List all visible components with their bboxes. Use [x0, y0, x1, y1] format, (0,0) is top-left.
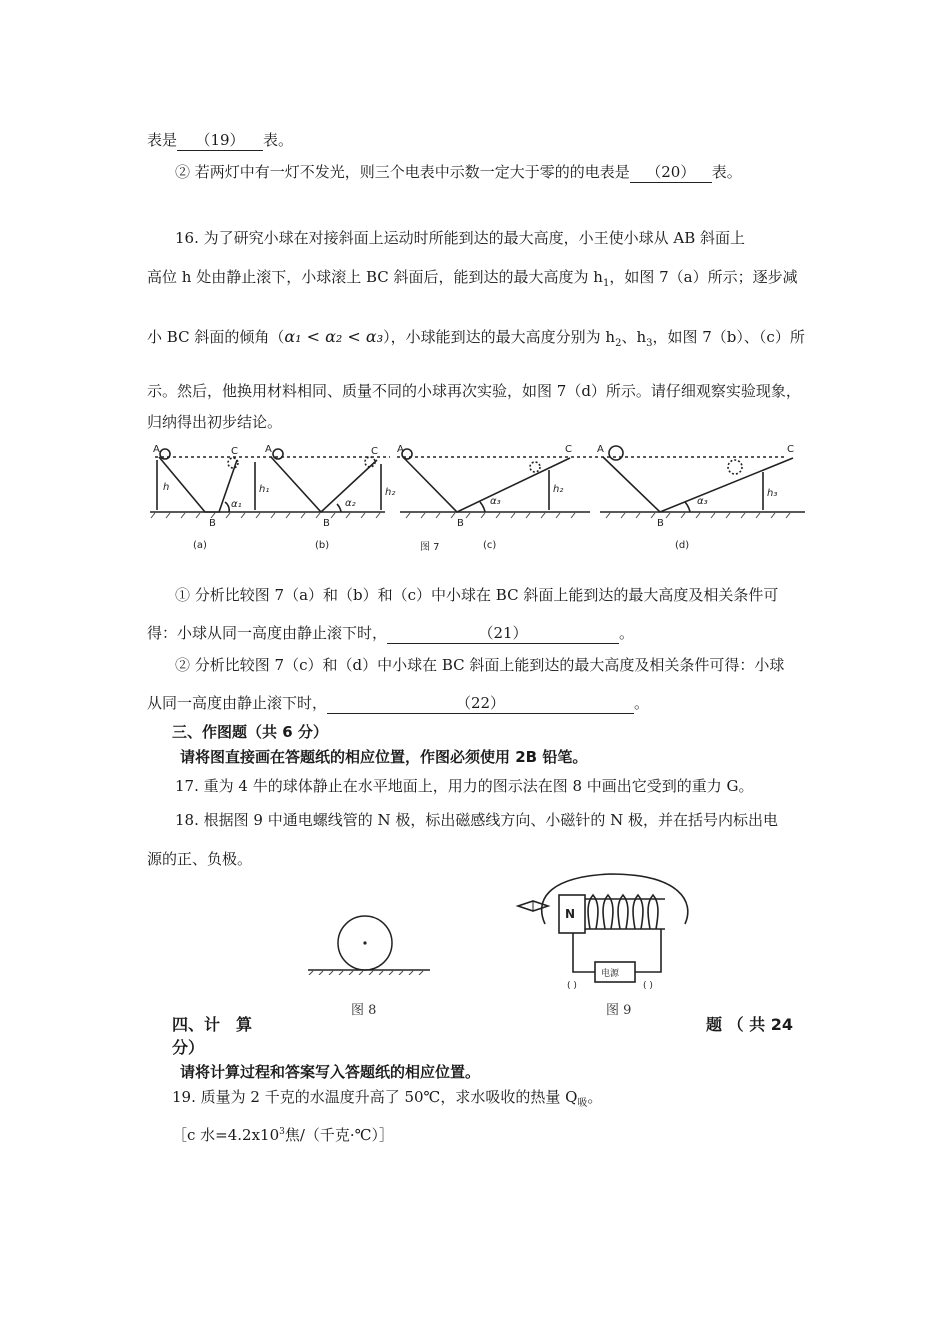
power-label: 电源: [601, 969, 620, 979]
label-a-panel-a: A: [153, 444, 160, 455]
text: 高位 h 处由静止滚下，小球滚上 BC 斜面后，能到达的最大高度为 h: [147, 268, 603, 286]
angle-label-a: α₁: [231, 499, 242, 510]
angle-label-c: α₃: [490, 496, 501, 507]
caption-a: (a): [193, 540, 207, 551]
q16-sub1-line2: [147, 623, 634, 644]
label-c-panel-a: C: [231, 446, 238, 457]
label-c-panel-b: C: [371, 446, 378, 457]
height-label-c: h₂: [553, 484, 564, 495]
height-label-d: h₃: [767, 488, 778, 499]
text: 。: [619, 624, 635, 642]
section4-instruction: 请将计算过程和答案写入答题纸的相应位置。: [180, 1063, 481, 1081]
text: 19. 质量为 2 千克的水温度升高了 50℃，求水吸收的热量 Q: [172, 1088, 578, 1106]
section4-title-line2: 分）: [172, 1038, 205, 1057]
q16-line1: 16. 为了研究小球在对接斜面上运动时所能到达的最大高度，小王使小球从 AB 斜面上: [175, 229, 746, 247]
label-a-panel-d: A: [597, 444, 604, 455]
subscript: 2: [615, 338, 622, 349]
figure-7: [145, 440, 810, 565]
q15-text: 表。: [263, 131, 294, 149]
caption-d: (d): [675, 540, 690, 551]
text: 焦/（千克·℃）］: [284, 1126, 394, 1144]
text: ［c 水=4.2x10: [172, 1126, 280, 1144]
blank-19[interactable]: （19）: [177, 130, 263, 151]
subscript: 3: [646, 338, 653, 349]
label-c-panel-d: C: [787, 444, 794, 455]
angle-label-d: α₃: [697, 496, 708, 507]
q16-line2: [147, 267, 798, 294]
label-b-panel-c: B: [457, 518, 464, 529]
label-a-panel-c: A: [397, 444, 404, 455]
q16-sub2-line1: ② 分析比较图 7（c）和（d）中小球在 BC 斜面上能到达的最大高度及相关条件可得：小球: [175, 656, 785, 674]
q19-formula: [172, 1122, 394, 1145]
q15-line2: [175, 162, 742, 183]
caption-c: (c): [483, 540, 497, 551]
angle-label-b: α₂: [345, 498, 356, 509]
section3-title: 三、作图题（共 6 分）: [172, 723, 328, 741]
q16-line5: 归纳得出初步结论。: [147, 413, 283, 431]
label-b-panel-b: B: [323, 518, 330, 529]
height-label-a: h₁: [259, 484, 270, 495]
label-a-panel-b: A: [265, 444, 272, 455]
blank-20[interactable]: （20）: [630, 162, 712, 183]
q16-sub1-line1: ① 分析比较图 7（a）和（b）和（c）中小球在 BC 斜面上能到达的最大高度及相关条件可: [175, 586, 779, 604]
q18-line1: 18. 根据图 9 中通电螺线管的 N 极，标出磁感线方向、小磁针的 N 极，并在括号内标出电: [175, 811, 779, 829]
caption-b: (b): [315, 540, 330, 551]
section4-title-right: 题 （ 共 24: [706, 1015, 793, 1034]
figure-7-title: 图 7: [420, 542, 440, 553]
q15-text: ② 若两灯中有一灯不发光，则三个电表中示数一定大于零的的电表是: [175, 163, 630, 181]
bracket-right: ( ): [643, 981, 653, 991]
text: 从同一高度由静止滚下时，: [147, 694, 328, 712]
q15-text: 表是: [147, 131, 178, 149]
label-c-panel-c: C: [565, 444, 572, 455]
text: 、h: [621, 328, 647, 346]
superscript: 3: [279, 1127, 285, 1137]
n-pole-label: N: [565, 907, 576, 921]
text: ，如图 7（a）所示；逐步减: [609, 268, 798, 286]
q18-line2: 源的正、负极。: [147, 850, 253, 868]
text: 。: [634, 694, 650, 712]
subscript: 1: [602, 278, 610, 289]
q16-sub2-line2: [147, 693, 649, 714]
ball-center: [363, 941, 366, 944]
height-label-b: h₂: [385, 487, 396, 498]
label-b-panel-d: B: [657, 518, 664, 529]
q16-line3: [147, 327, 805, 354]
q17: 17. 重为 4 牛的球体静止在水平地面上，用力的图示法在图 8 中画出它受到的重力 G。: [175, 777, 754, 795]
text: ，如图 7（b）、（c）所: [652, 328, 805, 346]
alpha-inequality: α₁ < α₂ < α₃: [284, 327, 384, 346]
bracket-left: ( ): [567, 981, 577, 991]
blank-21[interactable]: （21）: [387, 623, 619, 644]
label-b-panel-a: B: [209, 518, 216, 529]
q16-line4: 示。然后，他换用材料相同、质量不同的小球再次实验，如图 7（d）所示。请仔细观察实验现象，: [147, 382, 801, 400]
figure-9-caption: 图 9: [606, 1003, 632, 1018]
text: 得：小球从同一高度由静止滚下时，: [147, 624, 388, 642]
figure-8: [305, 910, 435, 975]
figure-9: [515, 862, 705, 992]
subscript: 吸: [577, 1098, 588, 1109]
text: 。: [587, 1088, 603, 1106]
q15-text: 表。: [711, 163, 742, 181]
q15-line1: [147, 130, 293, 151]
text: ），小球能到达的最大高度分别为 h: [383, 328, 616, 346]
section3-instruction: 请将图直接画在答题纸的相应位置，作图必须使用 2B 铅笔。: [180, 748, 588, 766]
section4-title-left: 四、计 算: [172, 1015, 253, 1034]
label-h: h: [163, 482, 170, 493]
figure-8-caption: 图 8: [351, 1003, 377, 1018]
blank-22[interactable]: （22）: [327, 693, 634, 714]
text: 小 BC 斜面的倾角（: [147, 328, 285, 346]
q19: [172, 1087, 602, 1114]
